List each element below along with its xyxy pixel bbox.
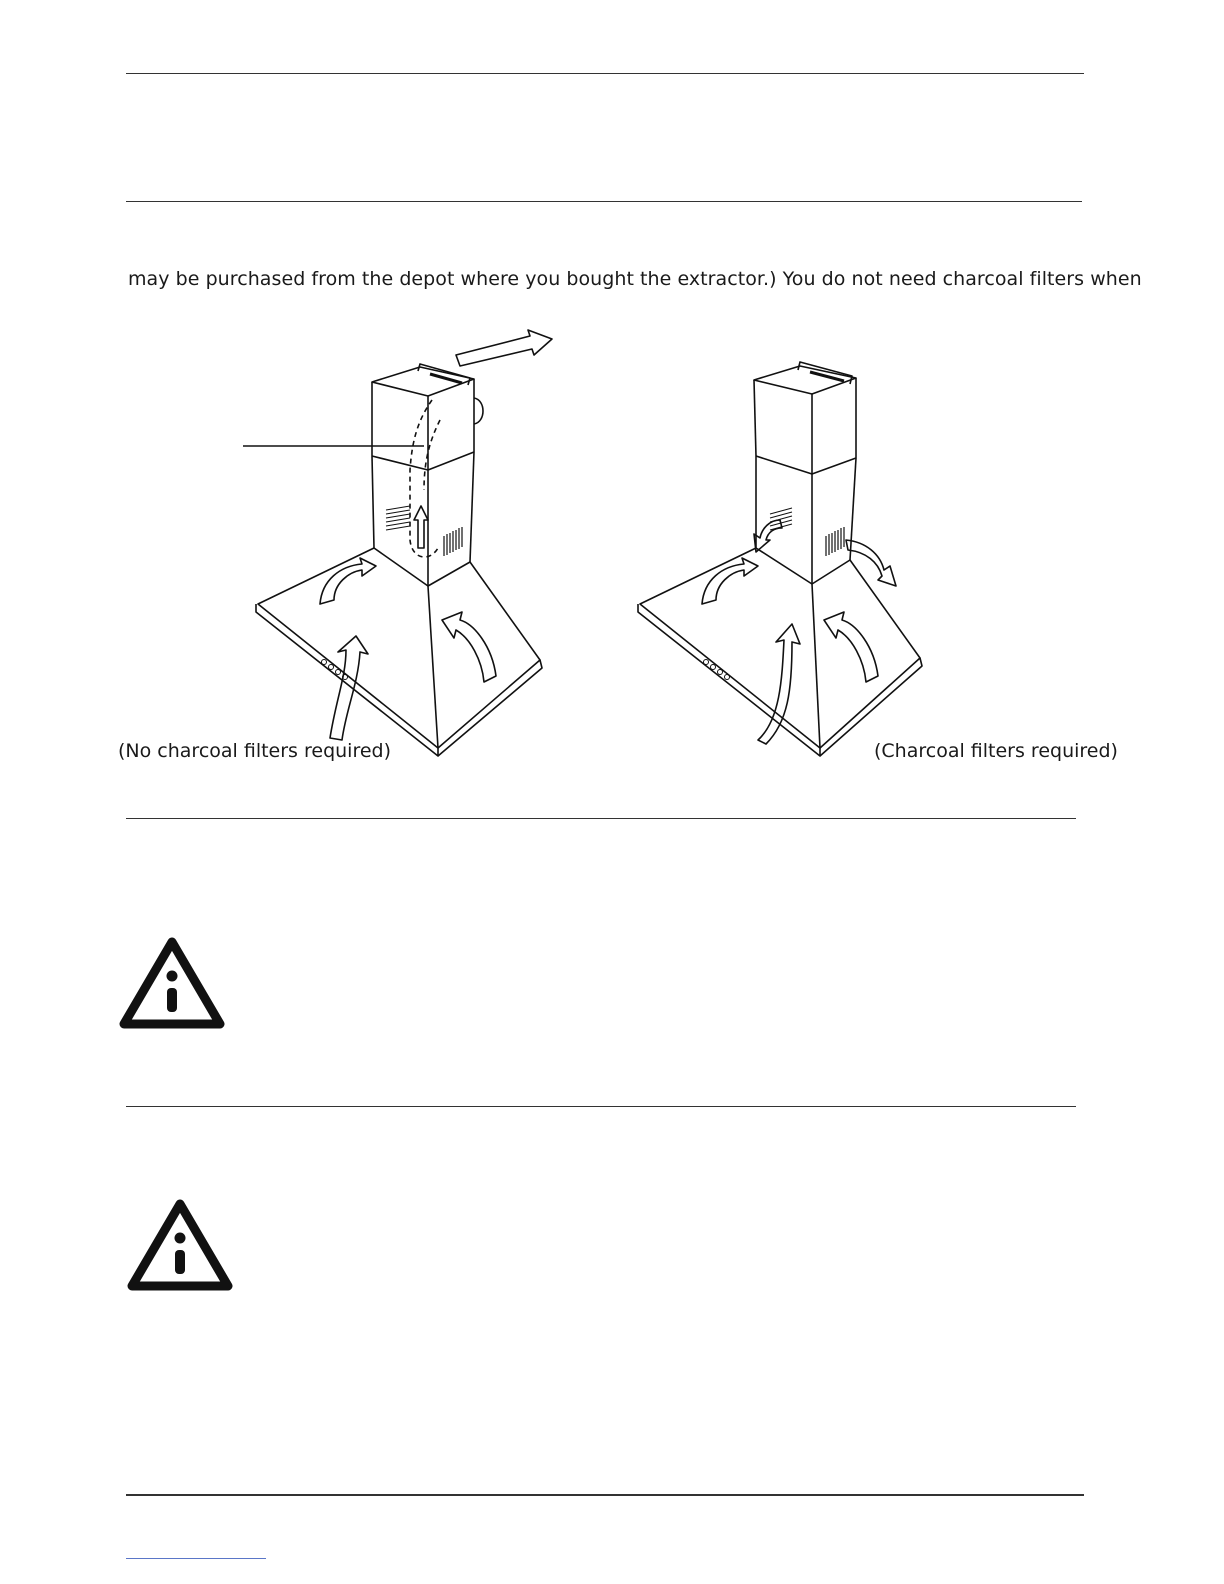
intro-text: may be purchased from the depot where you bought the extractor.) You do not need charcoal filters when — [128, 268, 1142, 290]
left-figure-caption: (No charcoal filters required) — [118, 740, 392, 762]
right-figure-caption: (Charcoal filters required) — [874, 740, 1118, 762]
warning-info-icon — [124, 1196, 236, 1296]
footer-link-underline[interactable] — [126, 1558, 266, 1559]
warning-info-icon — [116, 934, 228, 1034]
